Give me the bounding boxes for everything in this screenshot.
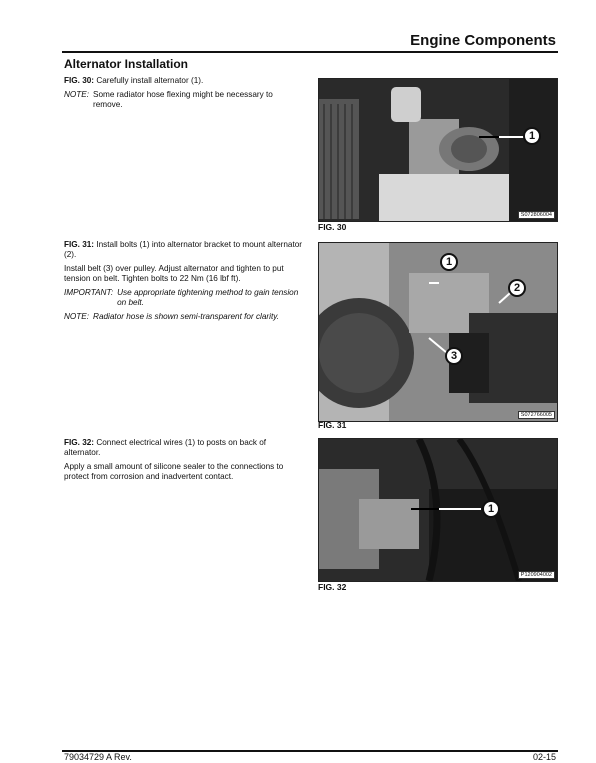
- fig31-important-label: IMPORTANT:: [64, 288, 114, 297]
- header-rule: [62, 51, 558, 53]
- fig31-important-text: Use appropriate tightening method to gain tension on belt.: [117, 288, 299, 307]
- fig30-step: Carefully install alternator (1).: [96, 76, 204, 85]
- callout-1: 1: [523, 127, 541, 145]
- footer-rule: [62, 750, 558, 752]
- fig31-note-text: Radiator hose is shown semi-transparent for clarity.: [93, 312, 279, 321]
- fig32-instructions: [64, 438, 304, 482]
- section-title: Alternator Installation: [64, 57, 189, 71]
- alternator-photo-32: [319, 439, 557, 581]
- figure-30-caption: FIG. 30: [318, 222, 347, 232]
- footer-page-number: 02-15: [532, 752, 556, 762]
- fig30-instructions: [64, 76, 304, 110]
- fig31-note-label: NOTE:: [64, 312, 90, 321]
- fig31-instructions: [64, 240, 304, 322]
- figure-30-image: [318, 78, 558, 222]
- fig32-sealer-step: Apply a small amount of silicone sealer to the connections to protect from corrosion and inadvertent contact.: [64, 462, 284, 481]
- figure-32-caption: FIG. 32: [318, 582, 347, 592]
- figure-31-image: [318, 242, 558, 422]
- fig32-step: Connect electrical wires (1) to posts on back of alternator.: [64, 438, 267, 457]
- fig31-belt-step: Install belt (3) over pulley. Adjust alternator and tighten to put tension on belt. Tighten bolts to 22 Nm (16 lbf ft).: [64, 264, 284, 283]
- callout-1: 1: [440, 253, 458, 271]
- callout-1: 1: [482, 500, 500, 518]
- figure-code: S072766005: [518, 411, 555, 419]
- fig30-note-label: NOTE:: [64, 90, 90, 99]
- callout-2: 2: [508, 279, 526, 297]
- figure-31-caption: FIG. 31: [318, 420, 347, 430]
- alternator-photo-31: [319, 243, 557, 421]
- callout-3: 3: [445, 347, 463, 365]
- fig32-label: FIG. 32:: [64, 438, 95, 447]
- fig31-label: FIG. 31:: [64, 240, 95, 249]
- footer-doc-number: 79034729 A Rev.: [64, 752, 132, 762]
- fig31-step: Install bolts (1) into alternator bracket to mount alternator (2).: [64, 240, 303, 259]
- fig30-label: FIG. 30:: [64, 76, 95, 85]
- figure-32-image: [318, 438, 558, 582]
- page-header-title: Engine Components: [410, 32, 556, 49]
- figure-code: S072806004: [518, 211, 555, 219]
- alternator-photo-30: [319, 79, 557, 221]
- fig30-note-text: Some radiator hose flexing might be necessary to remove.: [93, 90, 273, 109]
- figure-code: P120904002: [518, 571, 555, 579]
